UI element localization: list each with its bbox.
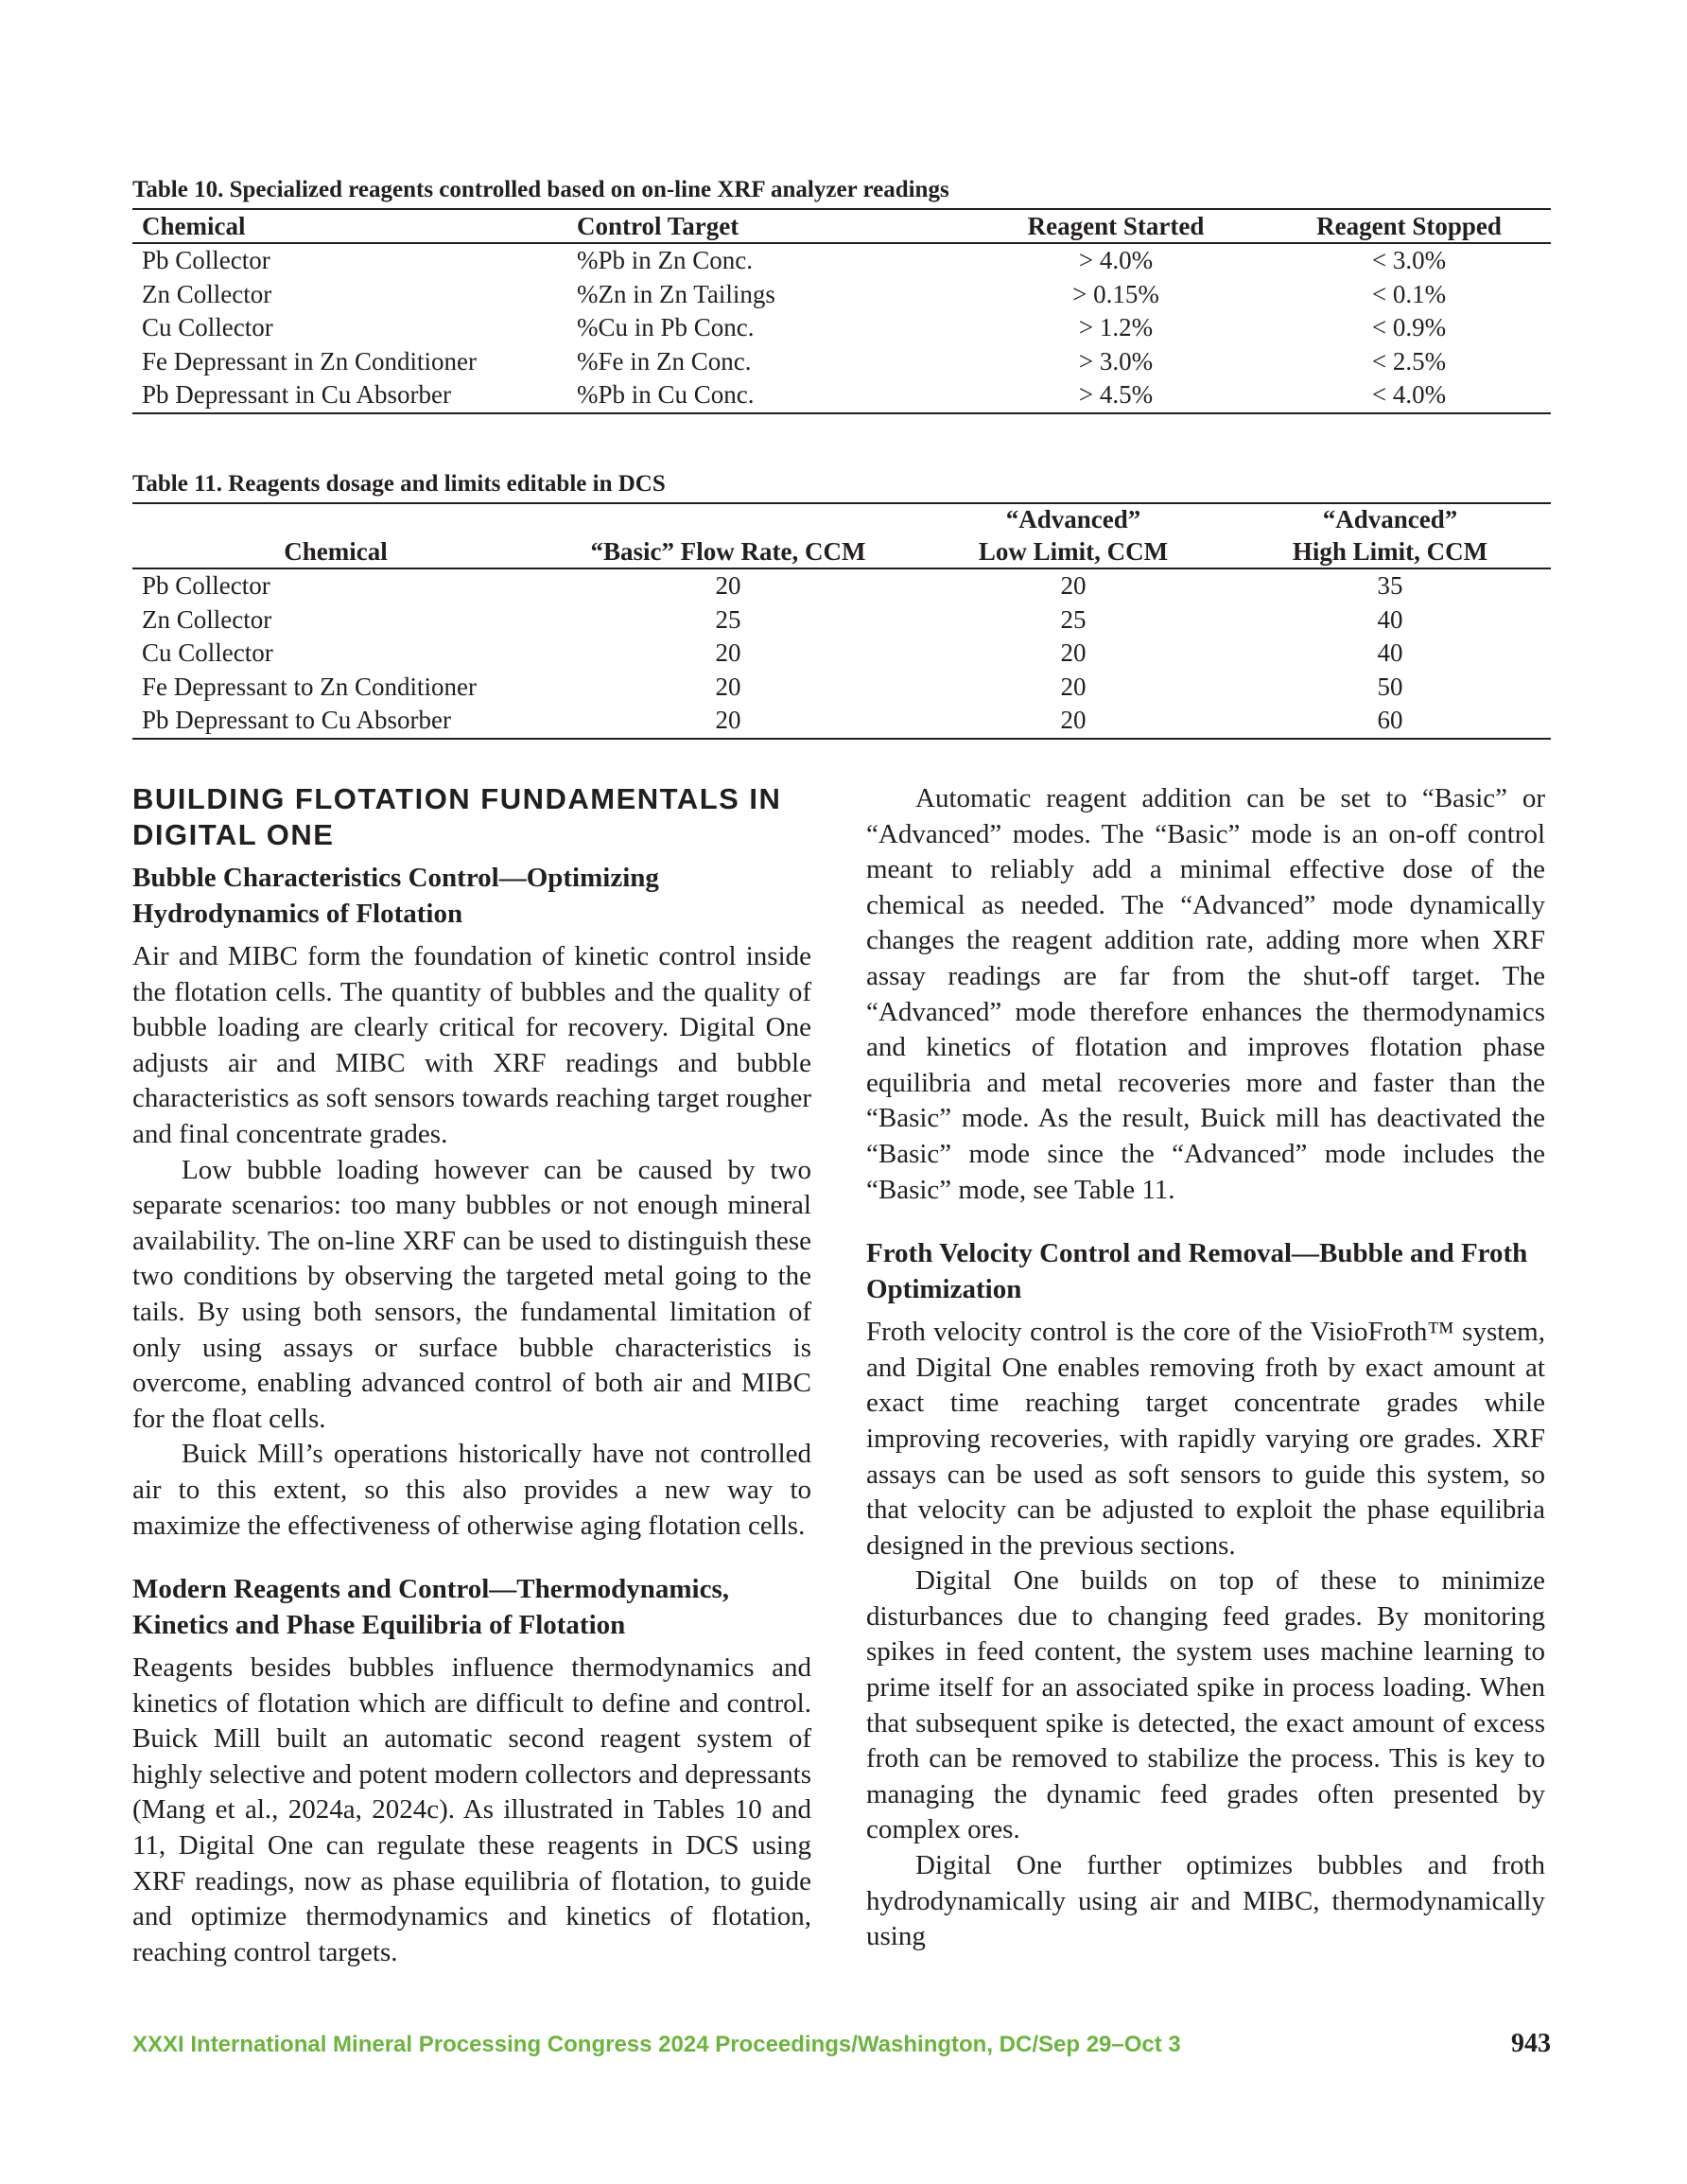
- table-cell: < 3.0%: [1371, 246, 1447, 274]
- table-caption: Table 10. Specialized reagents controlled based on on-line XRF analyzer readings: [132, 177, 949, 202]
- table-cell: %Cu in Pb Conc.: [577, 313, 755, 341]
- table-10: [132, 176, 1551, 414]
- column-header-top: [539, 503, 917, 535]
- table-row: [132, 278, 1551, 312]
- column-header: “Basic” Flow Rate, CCM: [539, 535, 917, 568]
- column-header: Chemical: [132, 535, 539, 568]
- column-header-top: “Advanced”: [1005, 505, 1141, 533]
- paragraph: Froth velocity control is the core of the VisioFroth™ system, and Digital One enables removing froth by exact amount at exact time reaching target concentrate grades while improving recoveries, with rapidly varying ore grades. XRF assays can be used as soft sensors to guide this system, so that velocity can be adjusted to exploit the phase equilibria designed in the previous sections.: [866, 1317, 1545, 1561]
- column-header: Chemical: [132, 209, 567, 243]
- table-cell: Fe Depressant to Zn Conditioner: [142, 672, 477, 701]
- table-cell: 50: [1377, 672, 1403, 701]
- subsection-heading: Froth Velocity Control and Removal—Bubble and Froth Optimization: [866, 1238, 1528, 1304]
- table-cell: 25: [1060, 604, 1087, 634]
- subsection-heading: Modern Reagents and Control—Thermodynamics, Kinetics and Phase Equilibria of Flotation: [132, 1574, 730, 1640]
- reagents-control-table: [132, 208, 1551, 414]
- table-cell: 35: [1377, 571, 1403, 600]
- paragraph: Reagents besides bubbles influence thermodynamics and kinetics of flotation which are difficult to define and control. Buick Mill built an automatic second reagent system of highly selective and potent modern collectors and depressants (Mang et al., 2024a, 2024c). As illustrated in Tables 10 and 11, Digital One can regulate these reagents in DCS using XRF readings, now as phase equilibria of flotation, to guide and optimize thermodynamics and kinetics of flotation, reaching control targets.: [132, 1652, 811, 1967]
- table-cell: %Pb in Cu Conc.: [567, 378, 965, 413]
- column-header: High Limit, CCM: [1229, 535, 1551, 568]
- table-cell: %Zn in Zn Tailings: [577, 279, 775, 308]
- left-text-column: [132, 781, 811, 1970]
- table-cell: 20: [917, 704, 1229, 739]
- table-cell: 25: [715, 604, 741, 634]
- table-cell: Zn Collector: [142, 279, 272, 308]
- table-cell: Zn Collector: [142, 604, 272, 634]
- table-row: [132, 568, 1551, 603]
- table-cell: 20: [1060, 571, 1087, 600]
- paragraph: Buick Mill’s operations historically have not controlled air to this extent, so this also provides a new way to maximize the effectiveness of otherwise aging flotation cells.: [132, 1439, 811, 1541]
- table-cell: Pb Collector: [142, 246, 270, 274]
- column-header: Control Target: [567, 209, 965, 243]
- table-cell: 20: [539, 704, 917, 739]
- table-cell: 40: [1377, 638, 1403, 667]
- table-cell: 20: [715, 672, 741, 701]
- table-cell: > 4.0%: [1078, 246, 1154, 274]
- right-text-column: [866, 781, 1545, 1955]
- table-cell: < 0.9%: [1371, 313, 1447, 341]
- table-cell: %Fe in Zn Conc.: [577, 346, 752, 376]
- table-row: [132, 704, 1551, 739]
- table-cell: %Pb in Zn Conc.: [577, 246, 753, 274]
- footer-conference-text: XXXI International Mineral Processing Congress 2024 Proceedings/Washington, DC/Sep 29–Oct 3: [132, 2032, 1181, 2057]
- paragraph: Automatic reagent addition can be set to “Basic” or “Advanced” modes. The “Basic” mode is an on-off control meant to reliably add a minimal effective dose of the chemical as needed. The “Advanced” mode dynamically changes the reagent addition rate, adding more when XRF assay readings are far from the shut-off target. The “Advanced” mode therefore enhances the thermodynamics and kinetics of flotation and improves flotation phase equilibria and metal recoveries more and faster than the “Basic” mode. As the result, Buick mill has deactivated the “Basic” mode since the “Advanced” mode includes the “Basic” mode, see Table 11.: [866, 783, 1545, 1205]
- table-cell: > 1.2%: [1078, 313, 1154, 341]
- table-cell: Fe Depressant in Zn Conditioner: [142, 346, 477, 376]
- paragraph: Digital One further optimizes bubbles and froth hydrodynamically using air and MIBC, thermodynamically using: [866, 1850, 1545, 1952]
- column-header-top: “Advanced”: [1322, 505, 1458, 533]
- table-row: [132, 345, 1551, 379]
- column-header: Low Limit, CCM: [917, 535, 1229, 568]
- table-cell: < 0.1%: [1371, 279, 1447, 308]
- table-cell: 20: [715, 571, 741, 600]
- paragraph: Digital One builds on top of these to minimize disturbances due to changing feed grades. By monitoring spikes in feed content, the system uses machine learning to prime itself for an associated spike in process loading. When that subsequent spike is detected, the exact amount of excess froth can be removed to stabilize the process. This is key to managing the dynamic feed grades often presented by complex ores.: [866, 1565, 1545, 1845]
- reagents-dosage-table: [132, 502, 1551, 740]
- table-cell: Cu Collector: [142, 638, 273, 667]
- column-header-top: [132, 503, 539, 535]
- table-cell: 20: [715, 638, 741, 667]
- table-cell: > 3.0%: [1078, 346, 1154, 376]
- subsection-heading: Bubble Characteristics Control—Optimizing Hydrodynamics of Flotation: [132, 863, 659, 929]
- table-cell: Pb Collector: [142, 571, 270, 600]
- paragraph: Low bubble loading however can be caused by two separate scenarios: too many bubbles or not enough mineral availability. The on-line XRF can be used to distinguish these two conditions by observing the targeted metal going to the tails. By using both sensors, the fundamental limitation of only using assays or surface bubble characteristics is overcome, enabling advanced control of both air and MIBC for the float cells.: [132, 1154, 811, 1434]
- table-row: [132, 311, 1551, 345]
- table-row: [132, 378, 1551, 413]
- table-cell: Pb Depressant in Cu Absorber: [132, 378, 567, 413]
- table-cell: > 4.5%: [965, 378, 1267, 413]
- column-header: Reagent Started: [965, 209, 1267, 243]
- table-cell: Pb Depressant to Cu Absorber: [132, 704, 539, 739]
- page-number: 943: [1511, 2029, 1551, 2058]
- table-cell: 60: [1229, 704, 1551, 739]
- table-row: [132, 603, 1551, 638]
- table-cell: Cu Collector: [142, 313, 273, 341]
- table-cell: 20: [1060, 638, 1087, 667]
- table-cell: 40: [1377, 604, 1403, 634]
- section-heading: BUILDING FLOTATION FUNDAMENTALS IN DIGITAL ONE: [132, 782, 782, 851]
- table-row: [132, 243, 1551, 278]
- table-caption: Table 11. Reagents dosage and limits editable in DCS: [132, 471, 666, 497]
- table-row: [132, 637, 1551, 671]
- table-cell: < 4.0%: [1267, 378, 1551, 413]
- table-cell: > 0.15%: [1072, 279, 1159, 308]
- paragraph: Air and MIBC form the foundation of kinetic control inside the flotation cells. The quantity of bubbles and the quality of bubble loading are clearly critical for recovery. Digital One adjusts air and MIBC with XRF readings and bubble characteristics as soft sensors towards reaching target rougher and final concentrate grades.: [132, 941, 811, 1149]
- table-row: [132, 671, 1551, 705]
- column-header: Reagent Stopped: [1267, 209, 1551, 243]
- table-11: [132, 470, 1551, 740]
- table-cell: < 2.5%: [1371, 346, 1447, 376]
- page-footer: [132, 2029, 1551, 2066]
- table-cell: 20: [1060, 672, 1087, 701]
